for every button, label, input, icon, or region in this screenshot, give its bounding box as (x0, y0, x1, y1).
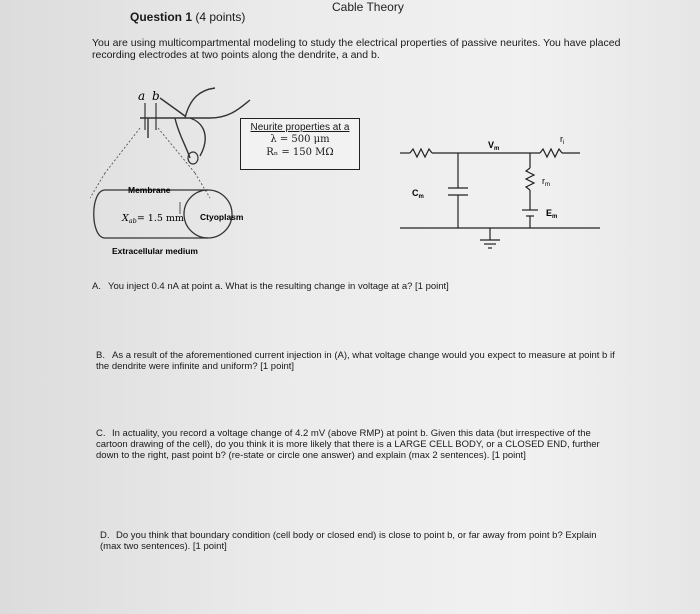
electrode-label-a: a (138, 89, 146, 103)
circuit-wires (400, 149, 600, 248)
membrane-label: Membrane (128, 185, 171, 195)
part-a-question (92, 281, 592, 292)
xab-symbol: $X_{ab}= 1.5$ mm (122, 213, 184, 225)
part-b-question (96, 350, 616, 372)
properties-title: Neurite properties at a (250, 122, 350, 133)
extracellular-label: Extracellular medium (112, 246, 198, 256)
part-b-letter: B. (96, 350, 105, 361)
part-d-question (100, 530, 610, 552)
part-c-letter: C. (96, 428, 106, 439)
cytoplasm-label: Ctyoplasm (200, 212, 244, 222)
part-b-text: As a result of the aforementioned current injection in (A), what voltage change would you expect to measure at point b if the dendrite were infinite and uniform? [1 point] (96, 350, 615, 372)
cm-label: $C_m$ (412, 188, 424, 200)
part-d-text: Do you think that boundary condition (cell body or closed end) is close to point b, or far away from point b? Explain (max two sentences). [1 point] (100, 530, 597, 552)
part-a-text: You inject 0.4 nA at point a. What is the resulting change in voltage at a? [1 point] (108, 281, 449, 292)
em-label: $E_m$ (546, 208, 558, 220)
rm-label: $r_m$ (542, 176, 550, 188)
recording-electrodes (145, 103, 156, 130)
vm-label: $V_m$ (488, 140, 500, 152)
question-number: Question 1 (130, 10, 193, 24)
lambda-value: λ = 500 μm (270, 134, 330, 145)
part-d-letter: D. (100, 530, 110, 541)
electrode-label-b: b (152, 89, 160, 103)
part-c-question (96, 428, 616, 461)
question-title (130, 10, 245, 24)
part-a-letter: A. (92, 281, 101, 292)
part-c-text: In actuality, you record a voltage change of 4.2 mV (above RMP) at point b. Given this data (but irrespective of the cartoon drawing of the cell), do you think it is more likely that there is a LARGE CELL BODY, or a CLOSED END, further down to the right, past point b? (re-state or circle one answer) and explain (max 2 sentences). [1 point] (96, 428, 600, 461)
question-intro: You are using multicompartmental modeling to study the electrical properties of passive neurites. You have placed recording electrodes at two points along the dendrite, a and b. (92, 37, 621, 61)
topic-header: Cable Theory (332, 0, 404, 14)
equivalent-circuit (390, 128, 610, 268)
question-points: (4 points) (195, 10, 246, 24)
neurite-properties-box (240, 118, 360, 170)
ri-label: $r_i$ (560, 134, 565, 146)
input-resistance-value: Rₙ = 150 MΩ (266, 147, 334, 158)
neuron-diagram (90, 78, 260, 268)
